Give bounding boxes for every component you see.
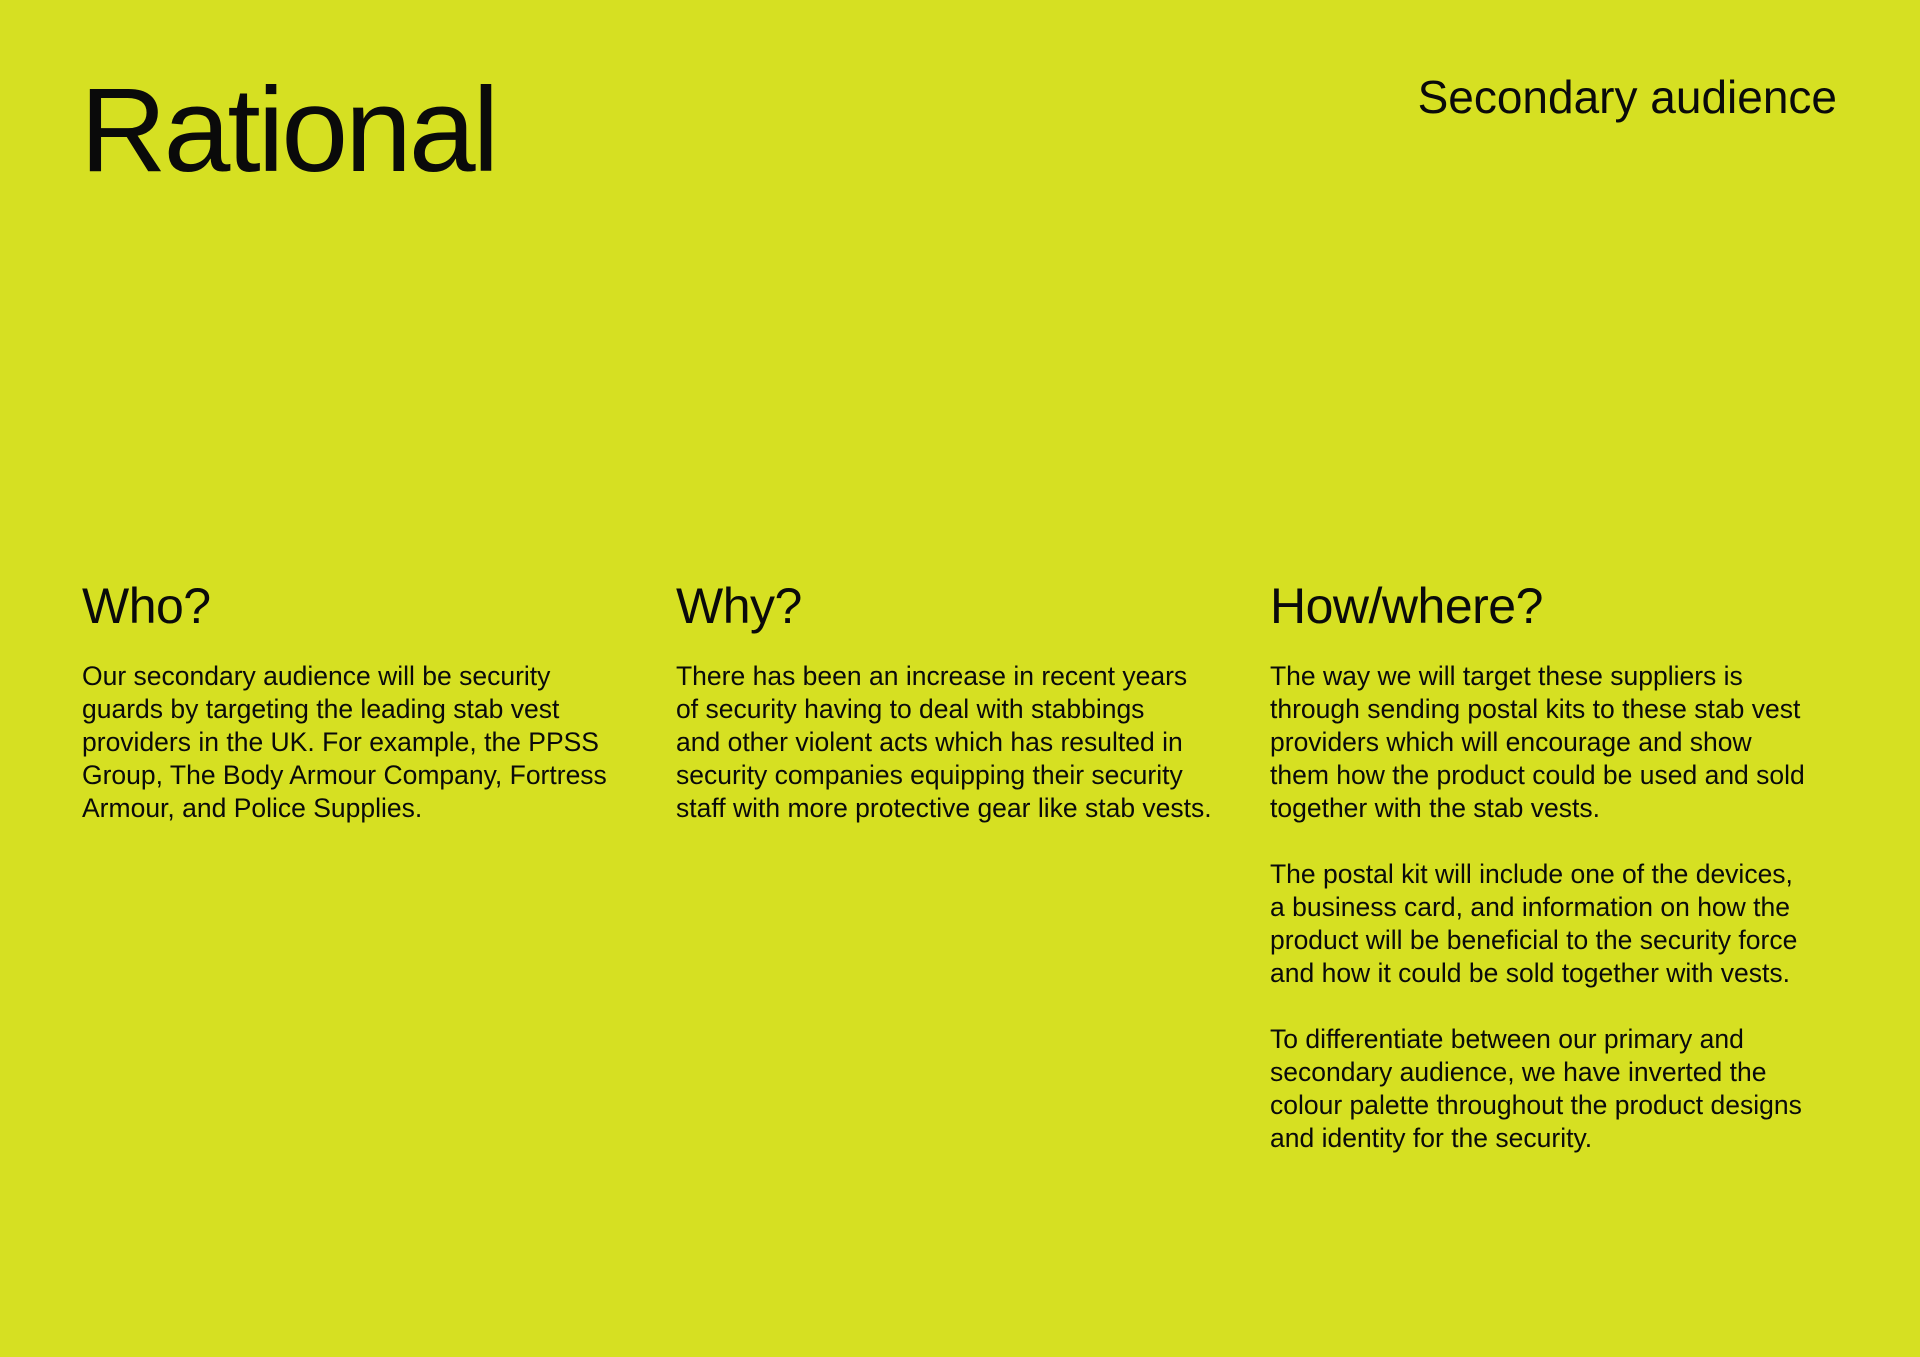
section-label: Secondary audience [1417, 71, 1837, 123]
how-where-heading: How/where? [1270, 578, 1543, 634]
how-paragraph-postal-kit: The postal kit will include one of the devices, a business card, and information on how the product will be beneficial to the security force and how it could be sold together with vests. [1270, 859, 1798, 988]
who-column [82, 574, 647, 858]
who-paragraph: Our secondary audience will be security guards by targeting the leading stab vest providers in the UK. For example, the PPSS Group, The Body Armour Company, Fortress Armour, and Police Supplies. [82, 661, 607, 823]
why-heading: Why? [676, 578, 802, 634]
page-title: Rational [80, 63, 497, 197]
who-heading: Who? [82, 578, 211, 634]
how-paragraph-targeting: The way we will target these suppliers is through sending postal kits to these stab vest providers which will encourage and show them how the product could be used and sold together with the stab vests. [1270, 661, 1805, 823]
why-paragraph: There has been an increase in recent years of security having to deal with stabbings and other violent acts which has resulted in security companies equipping their security staff with more protective gear like stab vests. [676, 661, 1212, 823]
how-where-column [1270, 574, 1850, 1188]
how-paragraph-differentiation: To differentiate between our primary and secondary audience, we have inverted the colour palette throughout the product designs and identity for the security. [1270, 1024, 1802, 1153]
why-column [676, 574, 1241, 858]
